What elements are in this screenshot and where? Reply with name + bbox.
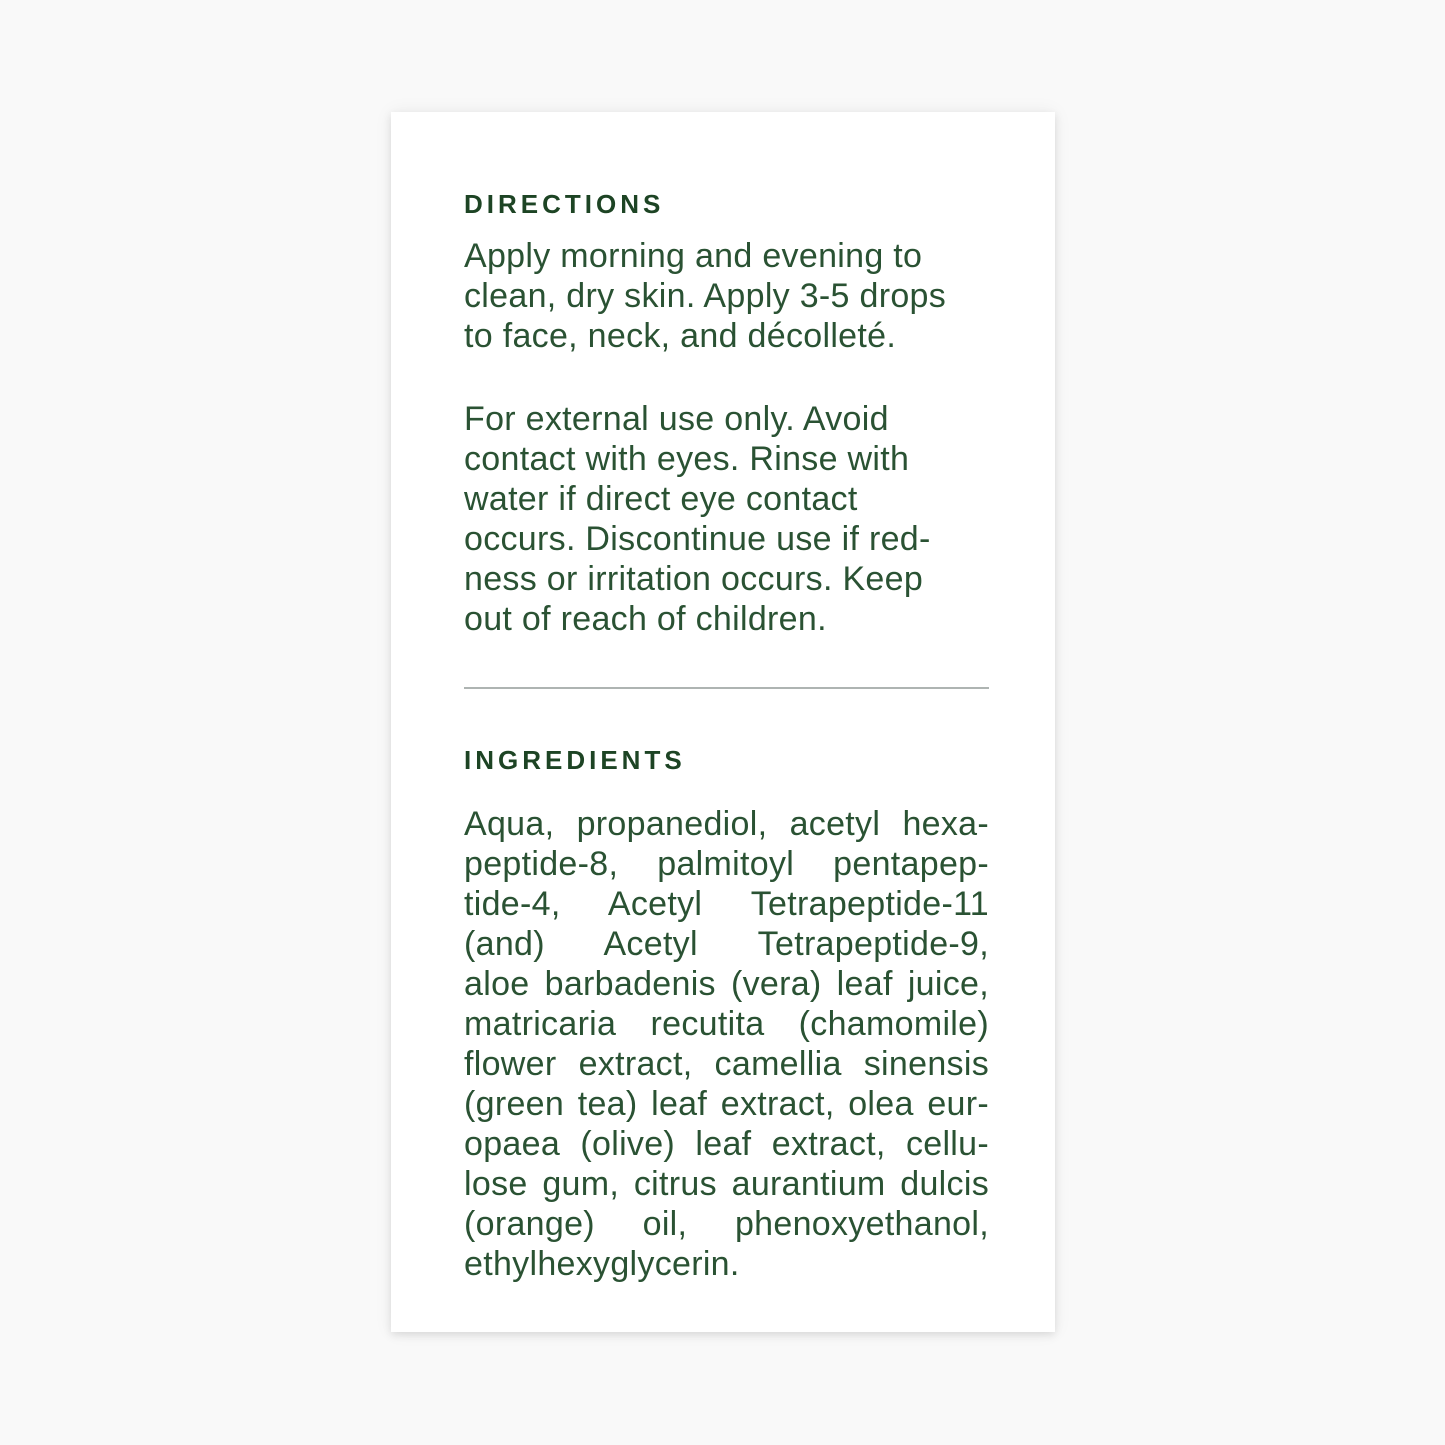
directions-paragraph-1	[464, 236, 989, 356]
product-label-card	[391, 112, 1055, 1332]
section-divider	[464, 687, 989, 689]
text-line: ness or irritation occurs. Keep	[464, 560, 924, 598]
text-line: Aqua, propanediol, acetyl hexa-	[464, 805, 989, 843]
ingredients-paragraph	[464, 804, 989, 1284]
text-line: matricaria recutita (chamomile)	[464, 1005, 989, 1043]
text-line: aloe barbadenis (vera) leaf juice,	[464, 965, 989, 1003]
text-line: For external use only. Avoid	[464, 400, 889, 438]
text-line: clean, dry skin. Apply 3-5 drops	[464, 277, 947, 315]
text-line: occurs. Discontinue use if red-	[464, 520, 931, 558]
text-line: to face, neck, and décolleté.	[464, 317, 897, 355]
text-line: ethylhexyglycerin.	[464, 1245, 740, 1283]
text-line: (orange) oil, phenoxyethanol,	[464, 1205, 989, 1243]
text-line: peptide-8, palmitoyl pentapep-	[464, 845, 989, 883]
directions-paragraph-2	[464, 399, 989, 639]
text-line: (and) Acetyl Tetrapeptide-9,	[464, 925, 989, 963]
text-line: (green tea) leaf extract, olea eur-	[464, 1085, 989, 1123]
directions-heading: DIRECTIONS	[464, 189, 665, 219]
text-line: contact with eyes. Rinse with	[464, 440, 910, 478]
text-line: lose gum, citrus aurantium dulcis	[464, 1165, 989, 1203]
text-line: tide-4, Acetyl Tetrapeptide-11	[464, 885, 989, 923]
ingredients-heading: INGREDIENTS	[464, 745, 686, 775]
text-line: opaea (olive) leaf extract, cellu-	[464, 1125, 989, 1163]
text-line: out of reach of children.	[464, 600, 827, 638]
text-line: Apply morning and evening to	[464, 237, 923, 275]
text-line: flower extract, camellia sinensis	[464, 1045, 989, 1083]
text-line: water if direct eye contact	[464, 480, 858, 518]
